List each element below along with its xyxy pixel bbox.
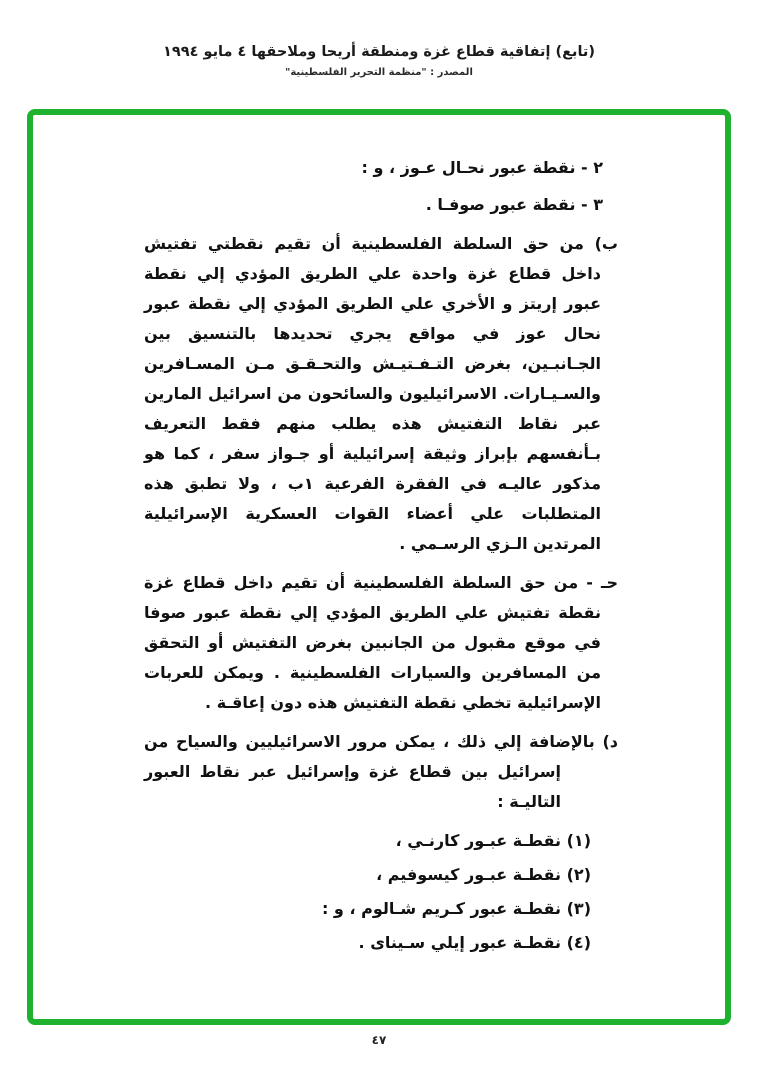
- crossing-point-item-1: (١) نقطـة عبـور كارنـي ،: [395, 831, 591, 850]
- paragraph-h: حـ - من حق السلطة الفلسطينية أن تقيم داخل قطاع غزة نقطة تفتيش علي الطريق المؤدي إلي نقطة عبور صوفا في موقع مقبول من الجانبين بغرض التفتيش أو التحقق من المسافرين والسيارات الفلسطينية . ويمكن للعربات الإسرائيلية تخطي نقطة التفتيش هذه دون إعاقـة .: [144, 573, 618, 712]
- crossing-point-item-4: (٤) نقطـة عبور إيلي سـيناى .: [358, 933, 591, 952]
- paragraph-d: د) بالإضافة إلي ذلك ، يمكن مرور الاسرائيليين والسياح من إسرائيل بين قطاع غزة وإسرائيل عبر نقاط العبور التاليـة :: [144, 732, 618, 811]
- crossing-list-item-2: ٢ - نقطة عبور نحـال عـوز ، و :: [361, 158, 603, 177]
- document-body-text: [144, 153, 618, 962]
- crossing-list-item-3: ٣ - نقطة عبور صوفـا .: [425, 195, 603, 214]
- page-number: ٤٧: [371, 1033, 387, 1047]
- page-header: [0, 44, 758, 78]
- green-border-frame: [27, 109, 731, 1025]
- document-title: (تابع) إتفاقية قطاع غزة ومنطقة أريحا وملاحقها ٤ مايو ١٩٩٤: [163, 44, 595, 60]
- paragraph-b: ب) من حق السلطة الفلسطينية أن تقيم نقطتي تفتيش داخل قطاع غزة واحدة علي الطريق المؤدي إلي نقطة عبور إريتز و الأخري علي الطريق المؤدي إلي نقطة عبور نحال عوز في مواقع يجري تحديدها بالتنسيق بين الجـانبـين، بغرض التـفـتيـش والتحـقـق مـن المسـافرين والسـيـارات. الاسرائيليون والسائحون من اسرائيل المارين عبر نقاط التفتيش هذه يطلب منهم فقط التعريف بـأنفسهم بإبراز وثيقة إسرائيلية أو جـواز سفر ، كما هو مذكور عاليـه في الفقرة الفرعية ١ب ، ولا تطبق هذه المتطلبات علي أعضاء القوات العسكرية الإسرائيلية المرتدين الـزي الرسـمي .: [144, 234, 618, 553]
- crossing-point-item-3: (٣) نقطـة عبور كـريم شـالوم ، و :: [321, 899, 591, 918]
- document-source-line: المصدر : "منظمة التحرير الفلسطينية": [285, 67, 473, 78]
- crossing-point-item-2: (٢) نقطـة عبـور كيسوفيم ،: [376, 865, 591, 884]
